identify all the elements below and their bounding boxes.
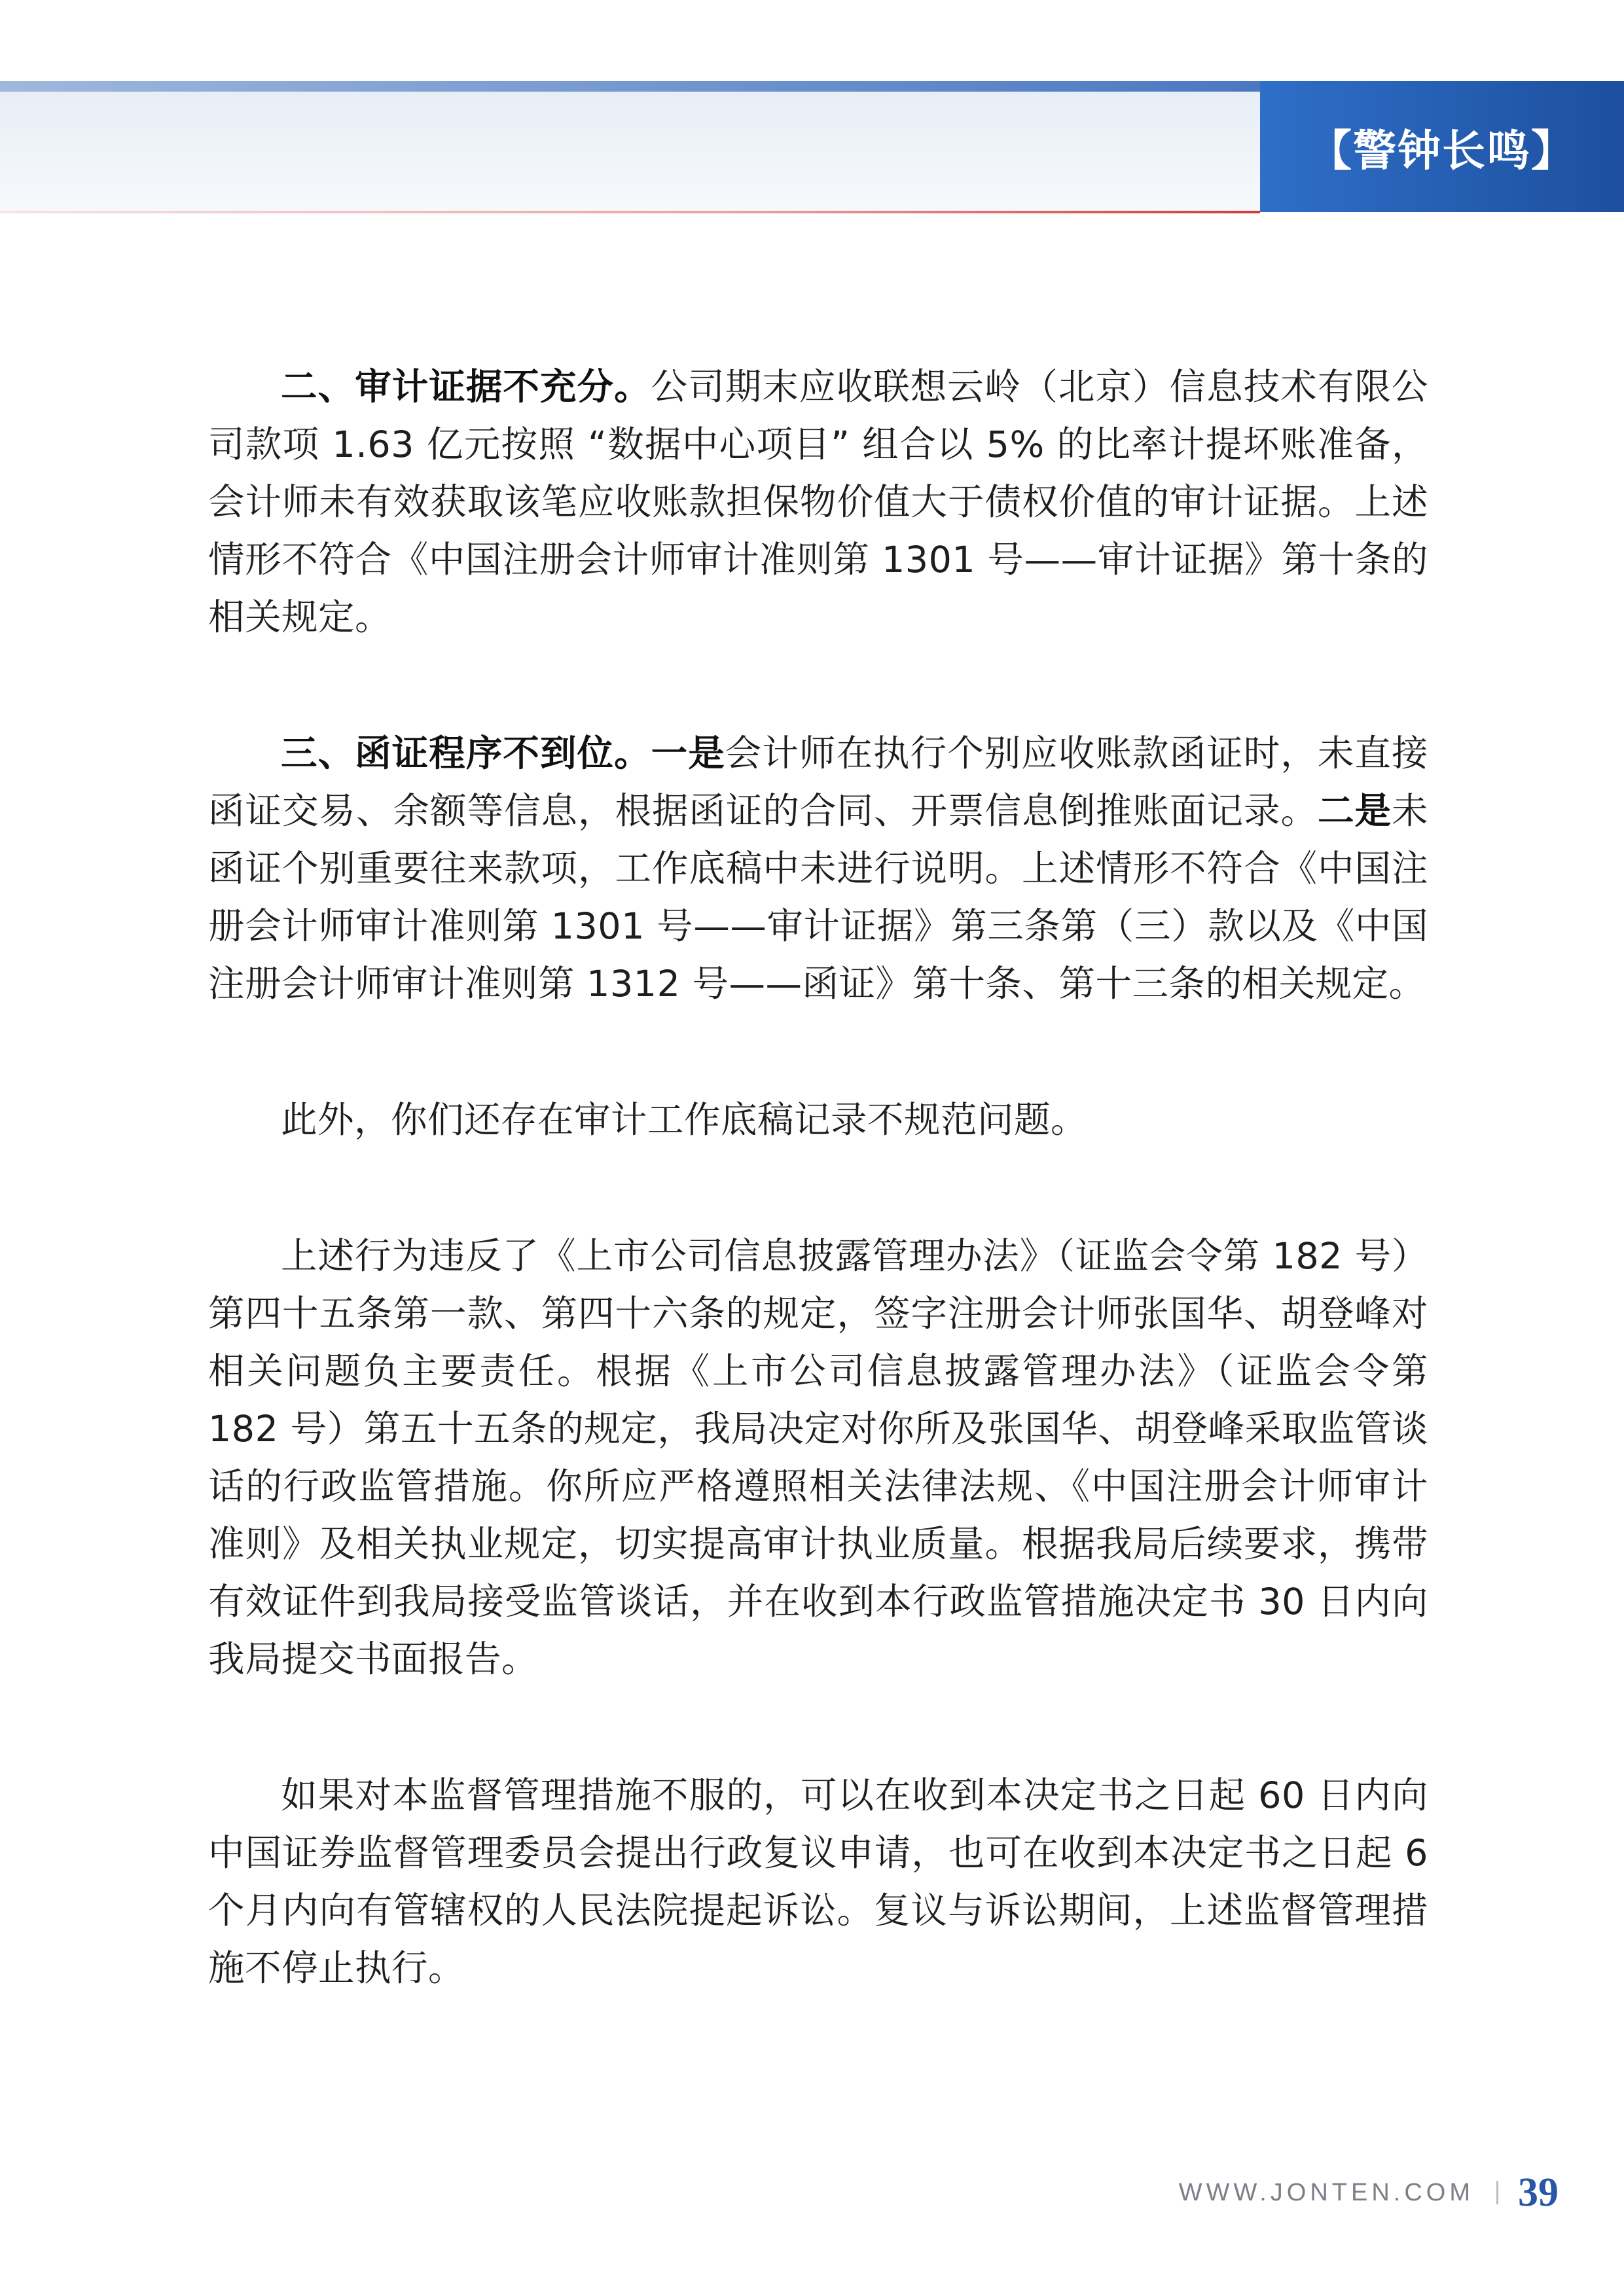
section-title: 【警钟长鸣】 <box>1308 124 1576 176</box>
paragraph-confirmation-procedure: 三、函证程序不到位。一是会计师在执行个别应收账款函证时，未直接函证交易、余额等信息，根据函证的合同、开票信息倒推账面记录。二是未函证个别重要往来款项，工作底稿中未进行说明。上述情形不符合《中国注册会计师审计准则第 1301 号——审计证据》第三条第（三）款以及《中国注册会计师审计准则第 1312 号——函证》第十条、第十三条的相关规定。 <box>208 732 1428 1005</box>
page-footer <box>1179 2166 1559 2219</box>
footer-divider <box>1496 2181 1498 2204</box>
header-top-rule <box>0 81 1260 92</box>
paragraph-working-papers: 此外，你们还存在审计工作底稿记录不规范问题。 <box>281 1099 1088 1141</box>
paragraph-audit-evidence: 二、审计证据不充分。公司期末应收联想云岭（北京）信息技术有限公司款项 1.63 亿元按照 “数据中心项目” 组合以 5% 的比率计提坏账准备，会计师未有效获取该笔应收账款担保物价值大于债权价值的审计证据。上述情形不符合《中国注册会计师审计准则第 1301 号——审计证据》第十条的相关规定。 <box>208 366 1428 639</box>
section-title-tab <box>1260 81 1624 212</box>
page-number: 39 <box>1518 2170 1559 2215</box>
footer-website: WWW.JONTEN.COM <box>1178 2178 1474 2206</box>
paragraph-appeal-rights: 如果对本监督管理措施不服的，可以在收到本决定书之日起 60 日内向中国证券监督管理委员会提出行政复议申请，也可在收到本决定书之日起 6 个月内向有管辖权的人民法院提起诉讼。复议与诉讼期间，上述监督管理措施不停止执行。 <box>208 1774 1428 1990</box>
document-body <box>208 359 1428 2076</box>
header-band <box>0 84 1260 212</box>
header-bottom-rule <box>0 211 1260 213</box>
paragraph-violation-decision: 上述行为违反了《上市公司信息披露管理办法》（证监会令第 182 号）第四十五条第一款、第四十六条的规定，签字注册会计师张国华、胡登峰对相关问题负主要责任。根据《上市公司信息披露管理办法》（证监会令第 182 号）第五十五条的规定，我局决定对你所及张国华、胡登峰采取监管谈话的行政监管措施。你所应严格遵照相关法律法规、《中国注册会计师审计准则》及相关执业规定，切实提高审计执业质量。根据我局后续要求，携带有效证件到我局接受监管谈话，并在收到本行政监管措施决定书 30 日内向我局提交书面报告。 <box>208 1235 1428 1681</box>
paragraph-heading: 三、函证程序不到位。 <box>281 732 651 775</box>
paragraph-heading: 二、审计证据不充分。 <box>281 366 651 408</box>
